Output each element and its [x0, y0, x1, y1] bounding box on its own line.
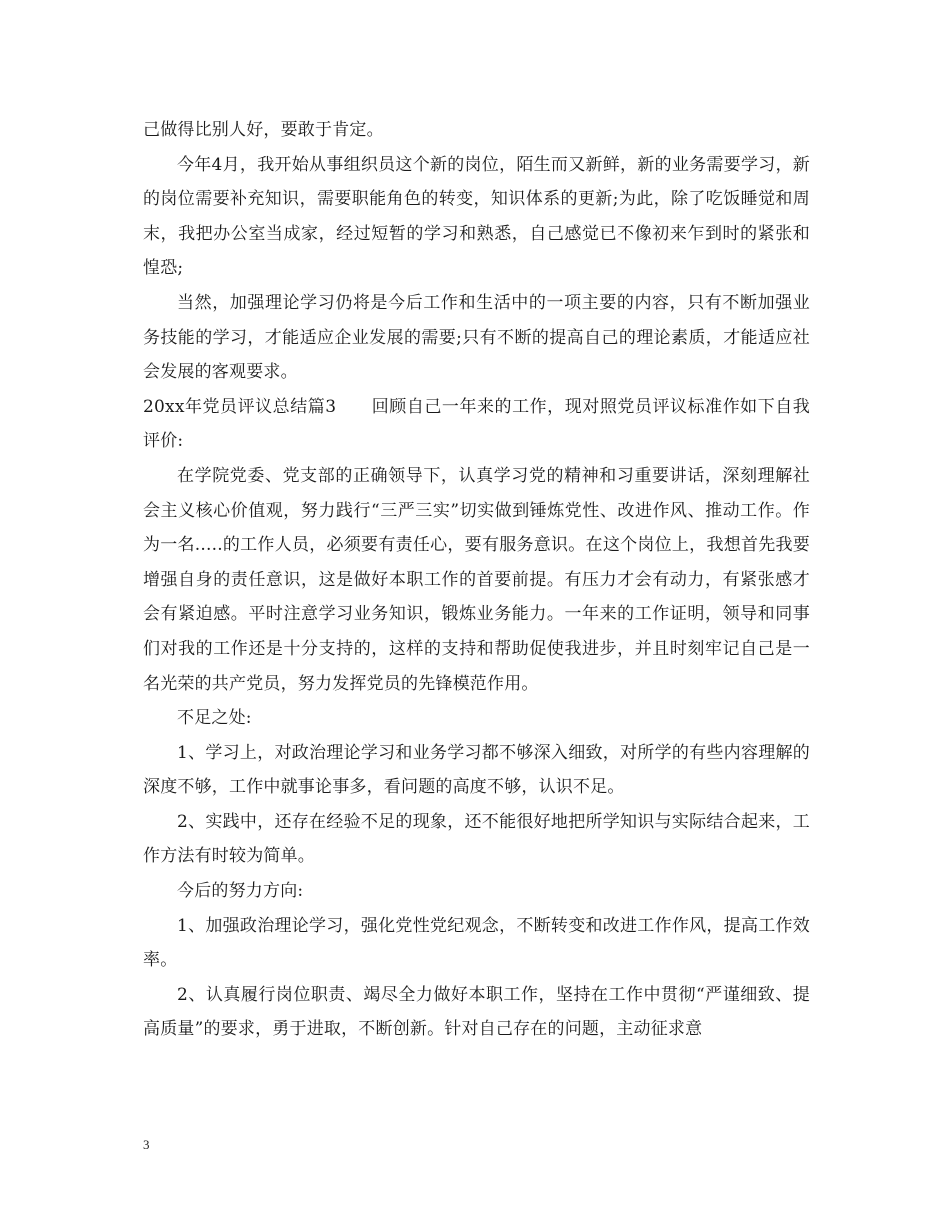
subheading-future-direction: 今后的努力方向: [177, 881, 304, 902]
list-item: 2、认真履行岗位职责、竭尽全力做好本职工作，坚持在工作中贯彻“严谨细致、提高质量”的要求，勇于进取，不断创新。针对自己存在的问题，主动征求意 [143, 984, 810, 1040]
section-heading-paragraph: 20xx年党员评议总结篇3 回顾自己一年来的工作，现对照党员评议标准作如下自我评价: [143, 396, 810, 452]
document-body [143, 113, 810, 1047]
list-item: 1、加强政治理论学习，强化党性党纪观念，不断转变和改进工作作风，提高工作效率。 [143, 915, 810, 971]
paragraph: 在学院党委、党支部的正确领导下，认真学习党的精神和习重要讲话，深刻理解社会主义核心价值观，努力践行“三严三实”切实做到锤炼党性、改进作风、推动工作。作为一名.....的工作人员，必须要有责任心，要有服务意识。在这个岗位上，我想首先我要增强自身的责任意识，这是做好本职工作的首要前提。有压力才会有动力，有紧张感才会有紧迫感。平时注意学习业务知识，锻炼业务能力。一年来的工作证明，领导和同事们对我的工作还是十分支持的，这样的支持和帮助促使我进步，并且时刻牢记自己是一名光荣的共产党员，努力发挥党员的先锋模范作用。 [143, 465, 810, 694]
subheading-shortcomings: 不足之处: [177, 708, 252, 729]
paragraph: 当然，加强理论学习仍将是今后工作和生活中的一项主要的内容，只有不断加强业务技能的学习，才能适应企业发展的需要;只有不断的提高自己的理论素质，才能适应社会发展的客观要求。 [143, 292, 810, 383]
list-item: 1、学习上，对政治理论学习和业务学习都不够深入细致，对所学的有些内容理解的深度不够，工作中就事论事多，看问题的高度不够，认识不足。 [143, 742, 810, 798]
paragraph: 今年4月，我开始从事组织员这个新的岗位，陌生而又新鲜，新的业务需要学习，新的岗位需要补充知识，需要职能角色的转变，知识体系的更新;为此，除了吃饭睡觉和周末，我把办公室当成家，经过短暂的学习和熟悉，自己感觉已不像初来乍到时的紧张和惶恐; [143, 154, 810, 279]
paragraph: 己做得比别人好，要敢于肯定。 [143, 120, 384, 140]
page-number: 3 [143, 1137, 150, 1152]
list-item: 2、实践中，还存在经验不足的现象，还不能很好地把所学知识与实际结合起来，工作方法有时较为简单。 [143, 811, 810, 867]
